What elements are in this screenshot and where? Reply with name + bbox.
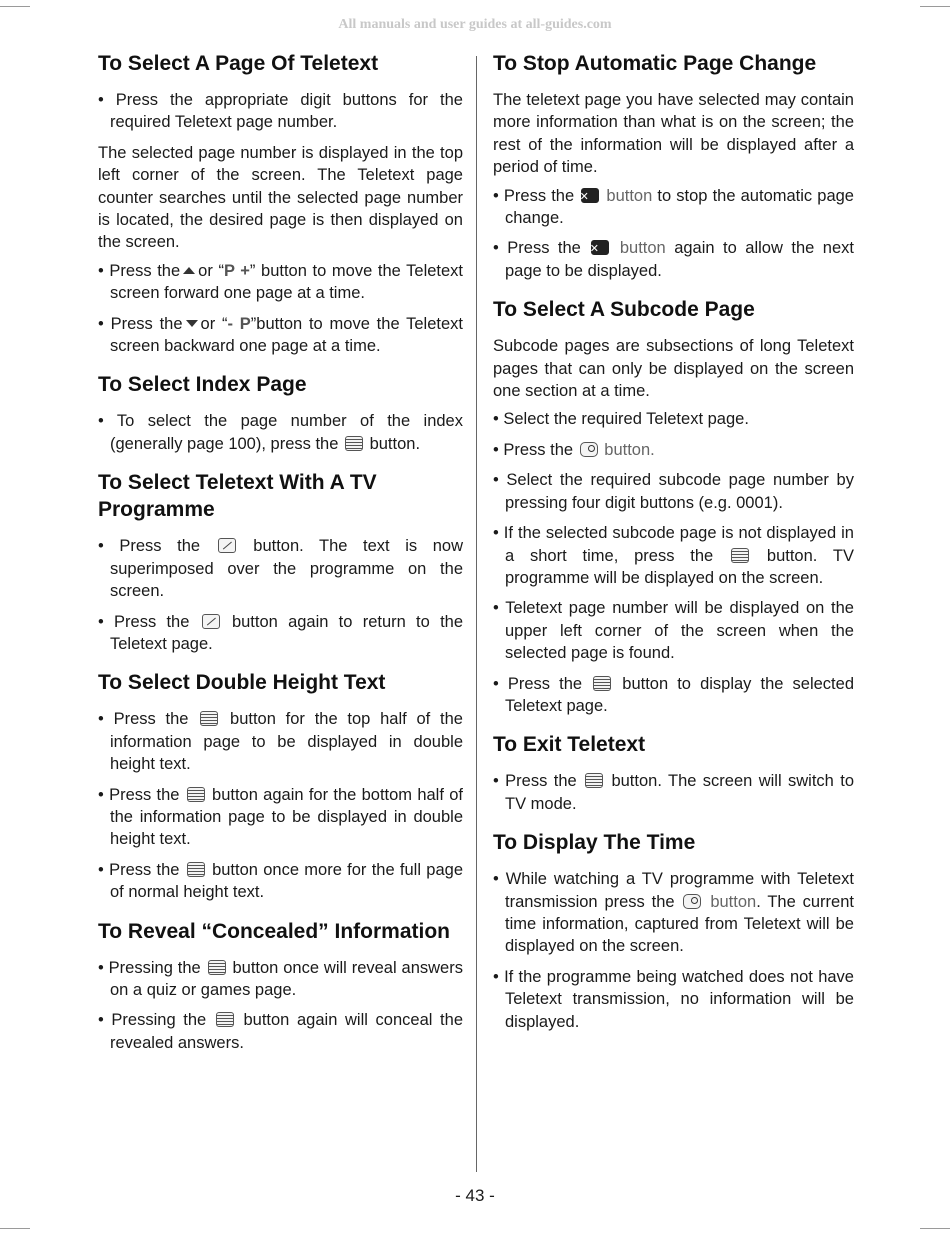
section-title: To Exit Teletext — [493, 733, 646, 757]
bullet-text: Select the required Teletext page. — [503, 410, 749, 429]
bullet-text: button. The text is now superimposed over the programme on the screen. — [110, 537, 463, 601]
section-title: To Select A Subcode Page — [493, 298, 755, 322]
paragraph: Subcode pages are subsections of long Teletext pages that can only be displayed on the screen one section at a time. — [493, 337, 854, 401]
section-title: To Select Index Page — [98, 373, 307, 397]
bullet-item: • If the programme being watched does not have Teletext transmission, no information will be displayed. — [493, 967, 854, 1031]
bullet-item: • Press the or “- P”button to move the Teletext screen backward one page at a time. — [98, 314, 463, 356]
bullet-text: Press the — [109, 261, 181, 280]
bullet-text: ” button to move the Teletext screen forward one page at a time. — [110, 261, 464, 303]
update-icon — [593, 676, 611, 691]
arrow-down-icon — [186, 320, 198, 327]
right-column — [493, 50, 854, 1041]
bullet-text: If the programme being watched does not have Teletext transmission, no information will be displayed. — [504, 967, 854, 1031]
bullet-text: Press the — [109, 860, 180, 879]
section-title: To Stop Automatic Page Change — [493, 52, 817, 75]
section-title: To Reveal “Concealed” Information — [98, 919, 451, 943]
bullet-item: • Pressing the button once will reveal answers on a quiz or games page. — [98, 958, 463, 999]
left-column — [98, 50, 463, 1062]
bullet-item: • Press the button. The screen will switch to TV mode. — [493, 772, 854, 813]
bullet-text: button for the top half of the information page to be displayed in double height text. — [110, 710, 463, 774]
crop-mark — [0, 6, 30, 7]
column-divider — [476, 56, 477, 1172]
bullet-text: Press the — [503, 440, 574, 459]
reveal-icon — [216, 1012, 234, 1027]
bullet-text: Press the — [507, 239, 581, 258]
bullet-item: • Press the button again to return to the Teletext page. — [98, 612, 464, 653]
bullet-item: • Teletext page number will be displayed on the upper left corner of the screen when the selected page is found. — [493, 599, 854, 663]
subcode-icon — [580, 442, 598, 457]
mix-icon — [202, 614, 220, 629]
bullet-text: again to allow the next page to be displayed. — [505, 239, 854, 280]
section-title: To Select Teletext With A TV Programme — [98, 471, 377, 522]
section-title: To Select Double Height Text — [98, 671, 386, 695]
bullet-text: Press the — [119, 537, 201, 556]
button-word: button — [619, 239, 666, 258]
bullet-text: Press the — [505, 772, 577, 791]
arrow-up-icon — [183, 267, 195, 274]
bullet-text: button to display the selected Teletext page. — [505, 674, 854, 715]
bullet-text: To select the page number of the index (generally page 100), press the — [110, 412, 463, 453]
crop-mark — [0, 1228, 30, 1229]
section-title: To Select A Page Of Teletext — [98, 52, 379, 75]
bullet-item: • Press the or “P +” button to move the Teletext screen forward one page at a time. — [98, 261, 464, 303]
bullet-text: button again to return to the Teletext page. — [110, 612, 464, 653]
button-word: button. — [604, 440, 655, 459]
page-number: - 43 - — [455, 1186, 495, 1205]
crop-mark — [920, 1228, 950, 1229]
bullet-item: • Press the button to display the selected Teletext page. — [493, 674, 854, 715]
paragraph: The teletext page you have selected may contain more information than what is on the screen; the rest of the information will be displayed after a period of time. — [493, 91, 854, 177]
bullet-item: • Pressing the button again will conceal the revealed answers. — [98, 1011, 463, 1052]
watermark: All manuals and user guides at all-guides.com — [338, 17, 612, 32]
bullet-text: ”button to move the Teletext screen backward one page at a time. — [110, 314, 463, 356]
key-label: P + — [223, 261, 250, 280]
bullet-text: Press the — [110, 314, 183, 333]
bullet-text: Press the — [507, 674, 583, 693]
mix-icon — [218, 538, 236, 553]
reveal-icon — [208, 960, 226, 975]
double-height-icon — [200, 711, 218, 726]
bullet-item: • Press the button again for the bottom half of the information page to be displayed in double height text. — [98, 785, 463, 849]
bullet-text: Pressing the — [108, 958, 201, 977]
update-icon — [731, 548, 749, 563]
bullet-text: button once will reveal answers on a quiz or games page. — [110, 958, 463, 999]
teletext-icon — [585, 773, 603, 788]
bullet-item: • Press the button. — [493, 440, 655, 459]
bullet-text: Press the — [114, 612, 190, 631]
crop-mark — [920, 6, 950, 7]
bullet-item: • Press the ✕ button to stop the automatic page change. — [493, 185, 854, 230]
bullet-text: . The current time information, captured from Teletext will be displayed on the screen. — [505, 892, 854, 956]
bullet-text: Press the — [109, 785, 180, 804]
hold-icon — [581, 188, 599, 203]
bullet-text: button once more for the full page of normal height text. — [110, 860, 463, 902]
bullet-text: to stop the automatic page change. — [505, 186, 854, 228]
bullet-text: Press the appropriate digit buttons for the required Teletext page number. — [110, 91, 463, 132]
bullet-item: • To select the page number of the index (generally page 100), press the button. — [98, 412, 463, 453]
bullet-text: While watching a TV programme with Teletext transmission press the — [505, 870, 854, 911]
key-label: - P — [227, 314, 251, 333]
bullet-text: Teletext page number will be displayed on the upper left corner of the screen when the selected page is found. — [505, 599, 854, 663]
bullet-text: button. — [369, 434, 421, 453]
button-word: button — [606, 186, 653, 205]
bullet-item: • While watching a TV programme with Teletext transmission press the button. The current time information, captured from Teletext will be displayed on the screen. — [493, 870, 854, 956]
bullet-item: • If the selected subcode page is not displayed in a short time, press the button. TV programme will be displayed on the screen. — [493, 524, 854, 587]
bullet-text: Press the — [503, 186, 575, 205]
bullet-text: button. The screen will switch to TV mode. — [505, 772, 854, 813]
bullet-text: or “ — [200, 314, 228, 333]
bullet-item: • Press the button once more for the full page of normal height text. — [98, 860, 463, 902]
section-title: To Display The Time — [493, 831, 696, 855]
hold-icon — [591, 240, 609, 255]
bullet-text: Pressing the — [111, 1011, 207, 1030]
bullet-item: • Press the button. The text is now superimposed over the programme on the screen. — [98, 537, 463, 601]
bullet-text: or “ — [198, 261, 224, 280]
bullet-text: button. TV programme will be displayed on the screen. — [505, 546, 854, 587]
bullet-item: • Press the button for the top half of the information page to be displayed in double height text. — [98, 710, 463, 774]
bullet-text: button again for the bottom half of the information page to be displayed in double height text. — [110, 785, 463, 849]
index-icon — [345, 436, 363, 451]
bullet-item: • Press the ✕ button again to allow the next page to be displayed. — [493, 237, 854, 282]
bullet-item: • Select the required Teletext page. — [493, 410, 749, 429]
bullet-text: button again will conceal the revealed answers. — [110, 1011, 463, 1052]
button-word: button — [710, 892, 757, 911]
bullet-text: Select the required subcode page number by pressing four digit buttons (e.g. 0001). — [505, 471, 854, 512]
bullet-item: • Select the required subcode page number by pressing four digit buttons (e.g. 0001). — [493, 471, 854, 512]
bullet-text: If the selected subcode page is not displayed in a short time, press the — [503, 524, 854, 565]
paragraph: The selected page number is displayed in the top left corner of the screen. The Teletext page counter searches until the selected page number is located, the desired page is then displayed on the screen. — [98, 143, 463, 252]
bullet-text: Press the — [113, 710, 189, 729]
bullet-item: • Press the appropriate digit buttons for the required Teletext page number. — [98, 91, 463, 132]
double-height-icon — [187, 862, 205, 877]
double-height-icon — [187, 787, 205, 802]
time-icon — [683, 894, 701, 909]
